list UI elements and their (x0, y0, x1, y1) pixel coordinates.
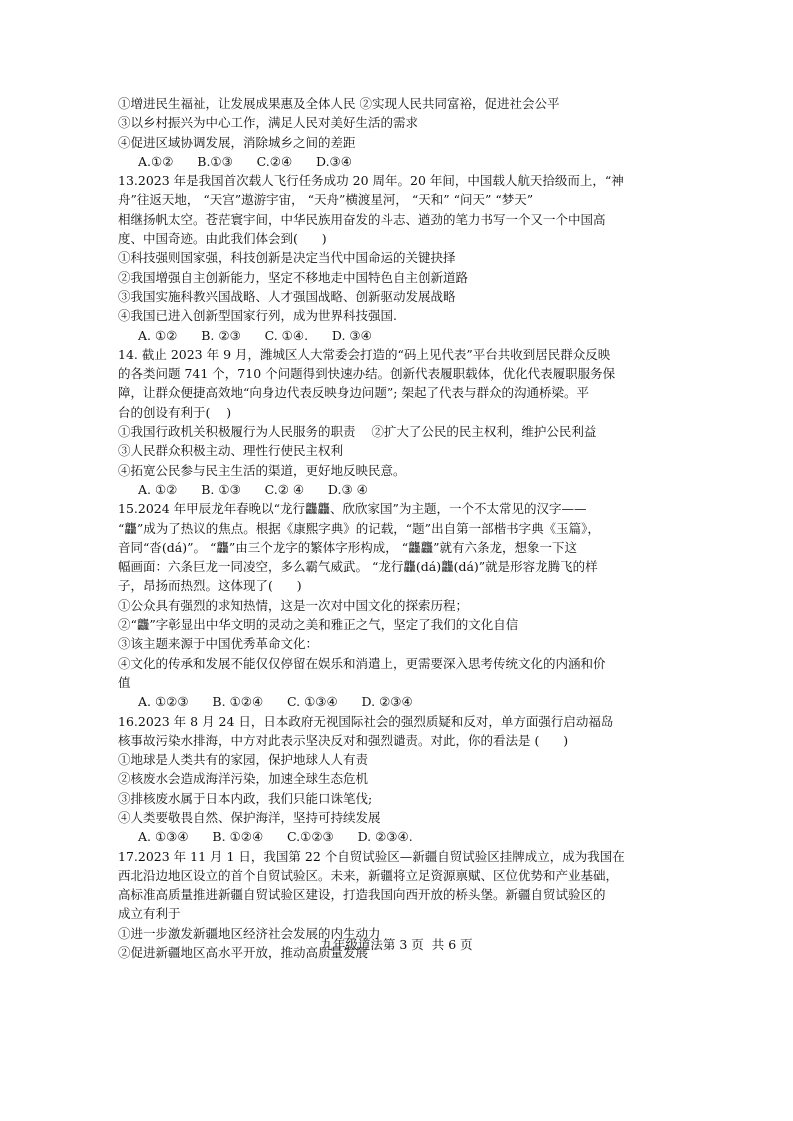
text-line: “龘”成为了热议的焦点。根据《康熙字典》的记载，“题”出自第一部楷书字典《玉篇》， (118, 520, 600, 536)
text-line: 台的创设有利于( ) (118, 404, 232, 420)
question-13-stem: 13.2023 年是我国首次载人飞行任务成功 20 周年。20 年间，中国载人航天拾级而上，“神 (118, 173, 624, 189)
question-15-stem: 15.2024 年甲辰龙年春晚以“龙行龘龘、欣欣家国”为主题，一个不太常见的汉字—— (118, 501, 587, 517)
text-line: ④拓宽公民参与民主生活的渠道，更好地反映民意。 (118, 462, 406, 478)
text-line: ①进一步激发新疆地区经济社会发展的内生动力 (118, 925, 381, 941)
text-line: ①公众具有强烈的求知热情，这是一次对中国文化的探索历程； (118, 597, 469, 613)
text-line: ②促进新疆地区高水平开放，推动高质量发展 (118, 945, 369, 961)
answer-options: A. ①②③ B. ①②④ C. ①③④ D. ②③④ (138, 694, 413, 710)
text-line: ③该主题来源于中国优秀革命文化： (118, 636, 319, 652)
text-line: ②我国增强自主创新能力，坚定不移地走中国特色自主创新道路 (118, 269, 469, 285)
question-14-stem: 14. 截止 2023 年 9 月，潍城区人大常委会打造的“码上见代表”平台共收到居民群众反映 (118, 346, 611, 362)
text-line: ①地球是人类共有的家园，保护地球人人有责 (118, 752, 369, 768)
text-line: ④文化的传承和发展不能仅仅停留在娱乐和消遣上，更需要深入思考传统文化的内涵和价 (118, 655, 606, 671)
text-line: ④人类要敬畏自然、保护海洋，坚持可持续发展 (118, 809, 381, 825)
text-line: ③我国实施科教兴国战略、人才强国战略、创新驱动发展战略 (118, 288, 456, 304)
text-line: 幅画面：六条巨龙一同凌空，多么霸气威武。 “龙行龘(dá)龘(dá)”就是形容龙腾飞的样 (118, 559, 598, 575)
text-line: 障，让群众便捷高效地“向身边代表反映身边问题”; 架起了代表与群众的沟通桥梁。平 (118, 385, 589, 401)
text-line: 相继扬帆太空。苍茫寰宇间，中华民族用奋发的斗志、遒劲的笔力书写一个又一个中国高 (118, 211, 606, 227)
text-line: ②“龘”字彰显出中华文明的灵动之美和雅正之气，坚定了我们的文化自信 (118, 617, 519, 633)
text-line: 子，昂扬而热烈。这体现了( ) (118, 578, 302, 594)
answer-options: A. ①② B. ①③ C.② ④ D.③ ④ (138, 481, 368, 497)
text-line: 舟”往返天地， “天宫”遨游宇宙， “天舟”横渡星河， “天和” “问天” “梦天” (118, 192, 534, 208)
answer-options: A. ①③④ B. ①②④ C.①②③ D. ②③④. (138, 829, 413, 845)
text-line: 音同“沓(dá)”。 “龘”由三个龙字的繁体字形构成， “龘龘”就有六条龙，想象一下这 (118, 539, 577, 555)
text-line: 核事故污染水排海，中方对此表示坚决反对和强烈谴责。对此，你的看法是 ( ) (118, 732, 569, 748)
text-line: ①科技强则国家强，科技创新是决定当代中国命运的关键抉择 (118, 250, 456, 266)
text-line: 成立有利于 (118, 906, 181, 922)
question-16-stem: 16.2023 年 8 月 24 日，日本政府无视国际社会的强烈质疑和反对，单方面强行启动福岛 (118, 713, 614, 729)
text-line: 的各类问题 741 个，710 个问题得到快速办结。创新代表履职载体，优化代表履职服务保 (118, 366, 616, 382)
text-line: ④我国已进入创新型国家行列，成为世界科技强国. (118, 308, 397, 324)
text-line: ③排核废水属于日本内政，我们只能口诛笔伐; (118, 790, 373, 806)
text-line: 值 (118, 674, 131, 690)
text-line: 西北沿边地区设立的首个自贸试验区。未来，新疆将立足资源禀赋、区位优势和产业基础， (118, 867, 619, 883)
page-footer: 九年级道法第 3 页 共 6 页 (320, 937, 473, 952)
question-text-block (118, 94, 684, 962)
text-line: ②核废水会造成海洋污染，加速全球生态危机 (118, 771, 369, 787)
answer-options: A. ①② B. ②③ C. ①④. D. ③④ (138, 327, 372, 343)
text-line: 度、中国奇迹。由此我们体会到( ) (118, 231, 327, 247)
text-line: ③以乡村振兴为中心工作，满足人民对美好生活的需求 (118, 115, 419, 131)
question-17-stem: 17.2023 年 11 月 1 日，我国第 22 个自贸试验区—新疆自贸试验区挂牌成立，成为我国在 (118, 848, 625, 864)
text-line: ④促进区域协调发展，消除城乡之间的差距 (118, 134, 356, 150)
text-line: ①我国行政机关积极履行为人民服务的职责 ②扩大了公民的民主权利，维护公民利益 (118, 424, 597, 440)
answer-options: A.①② B.①③ C.②④ D.③④ (138, 153, 352, 169)
text-line: 高标准高质量推进新疆自贸试验区建设，打造我国向西开放的桥头堡。新疆自贸试验区的 (118, 887, 606, 903)
text-line: ①增进民生福祉，让发展成果惠及全体人民 ②实现人民共同富裕，促进社会公平 (118, 96, 560, 111)
text-line: ③人民群众积极主动、理性行使民主权利 (118, 443, 344, 459)
